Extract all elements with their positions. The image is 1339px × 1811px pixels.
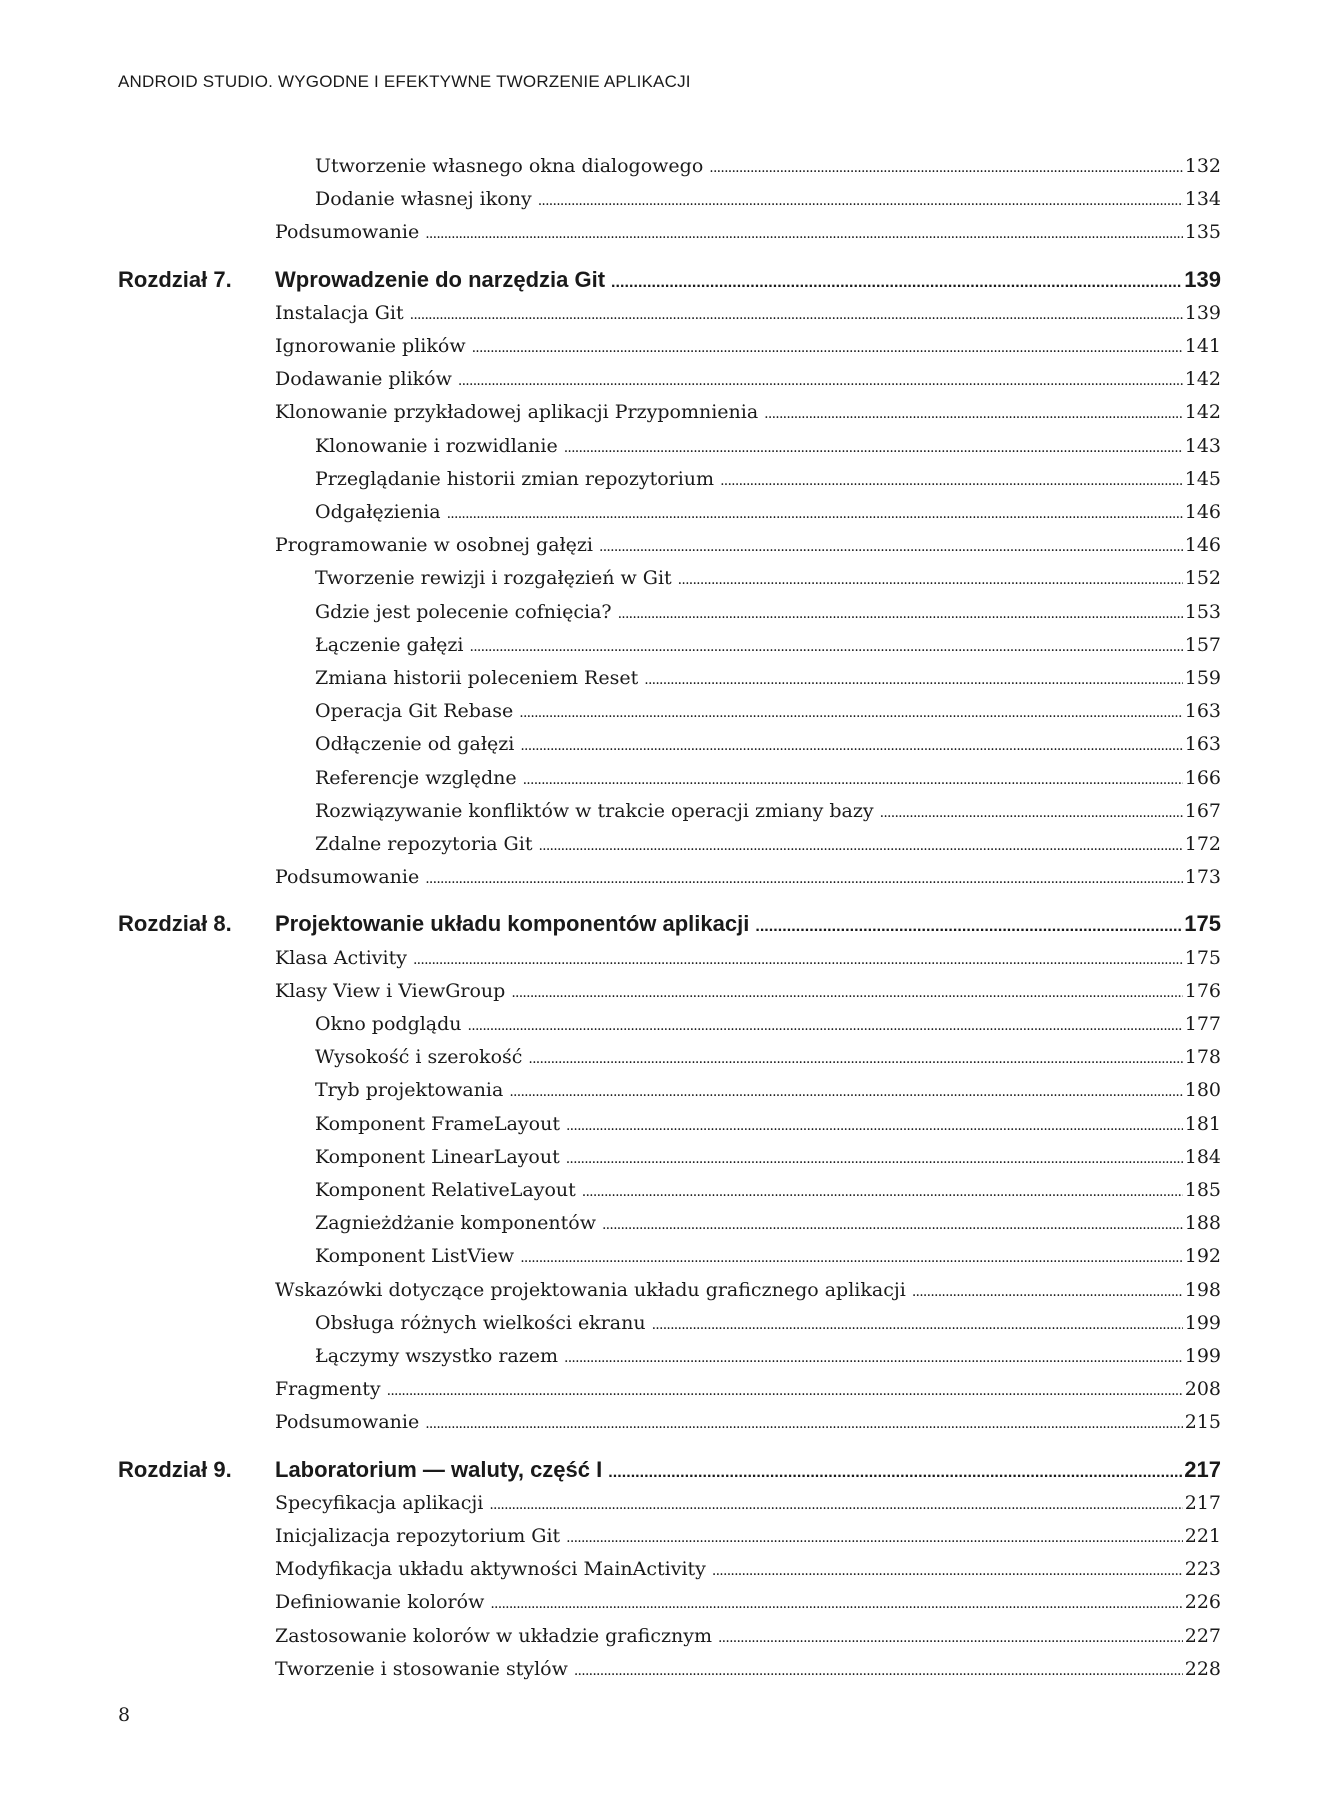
entry-title: Obsługa różnych wielkości ekranu (315, 1311, 646, 1334)
dot-leader (523, 763, 1183, 793)
chapter-label: Rozdział 8. (118, 911, 232, 937)
toc-subsection-entry (315, 630, 1221, 660)
toc-subsection-entry (315, 1009, 1221, 1039)
entry-title: Zdalne repozytoria Git (315, 833, 533, 855)
dot-leader (489, 1488, 1182, 1518)
page-reference: 167 (1184, 799, 1221, 822)
page-reference: 142 (1184, 401, 1221, 424)
entry-title: Definiowanie kolorów (275, 1591, 485, 1614)
dot-leader (470, 630, 1183, 660)
entry-title: Łączymy wszystko razem (315, 1345, 559, 1367)
page-reference: 135 (1184, 221, 1221, 244)
page-reference: 188 (1184, 1212, 1221, 1235)
entry-title: Podsumowanie (275, 221, 420, 244)
toc-subsection-entry (315, 597, 1221, 627)
entry-title: Podsumowanie (275, 1411, 420, 1434)
dot-leader (566, 1109, 1183, 1139)
entry-title: Przeglądanie historii zmian repozytorium (315, 467, 715, 490)
page-reference: 152 (1184, 567, 1221, 590)
toc-section-entry (275, 1407, 1221, 1437)
running-header: ANDROID STUDIO. WYGODNE I EFEKTYWNE TWORZENIE APLIKACJI (118, 72, 691, 91)
entry-title: Tryb projektowania (315, 1079, 504, 1102)
entry-title: Referencje względne (315, 766, 517, 789)
page-reference: 134 (1184, 188, 1221, 211)
dot-leader (720, 464, 1183, 494)
toc-subsection-entry (315, 663, 1221, 693)
toc-chapter-heading (118, 1453, 1221, 1487)
dot-leader (519, 696, 1182, 726)
entry-title: Fragmenty (275, 1378, 381, 1401)
entry-title: Modyfikacja układu aktywności MainActivity (275, 1558, 706, 1581)
page-reference: 163 (1184, 733, 1221, 756)
toc-subsection-entry (315, 1208, 1221, 1238)
toc-subsection-entry (315, 1175, 1221, 1205)
chapter-label: Rozdział 9. (118, 1456, 232, 1482)
toc-subsection-entry (315, 563, 1221, 593)
dot-leader (538, 184, 1183, 214)
page-reference: 180 (1184, 1079, 1221, 1102)
page-reference: 163 (1184, 700, 1221, 723)
toc-section-entry (275, 1554, 1221, 1584)
toc-chapter-heading (118, 263, 1221, 297)
page-reference: 178 (1184, 1046, 1221, 1069)
dot-leader (582, 1175, 1183, 1205)
page-reference: 199 (1184, 1345, 1221, 1367)
dot-leader (618, 597, 1183, 627)
entry-title: Gdzie jest polecenie cofnięcia? (315, 600, 612, 623)
page-reference: 184 (1184, 1145, 1221, 1168)
toc-section-entry (275, 397, 1221, 427)
dot-leader (574, 1654, 1183, 1684)
toc-subsection-entry (315, 1142, 1221, 1172)
toc-subsection-entry (315, 763, 1221, 793)
dot-leader (472, 331, 1183, 361)
entry-title: Operacja Git Rebase (315, 700, 514, 723)
entry-title: Programowanie w osobnej gałęzi (275, 534, 594, 557)
page-reference: 139 (1184, 266, 1221, 292)
dot-leader (608, 1453, 1182, 1487)
dot-leader (566, 1142, 1183, 1172)
entry-title: Komponent RelativeLayout (315, 1179, 576, 1201)
dot-leader (520, 729, 1182, 759)
toc-subsection-entry (315, 1341, 1221, 1371)
page-reference: 146 (1184, 501, 1221, 523)
toc-section-entry (275, 1275, 1221, 1305)
toc-subsection-entry (315, 796, 1221, 826)
page-reference: 145 (1184, 467, 1221, 490)
entry-title: Wysokość i szerokość (315, 1046, 523, 1069)
dot-leader (413, 943, 1183, 973)
page-reference: 227 (1184, 1624, 1221, 1647)
dot-leader (458, 364, 1183, 394)
dot-leader (764, 397, 1183, 427)
toc-subsection-entry (315, 1241, 1221, 1271)
toc-section-entry (275, 1521, 1221, 1551)
page-reference: 139 (1184, 301, 1221, 324)
toc-section-entry (275, 217, 1221, 247)
toc-subsection-entry (315, 1109, 1221, 1139)
page-reference: 208 (1184, 1378, 1221, 1401)
entry-title: Łączenie gałęzi (315, 633, 464, 656)
entry-title: Dodawanie plików (275, 368, 452, 391)
dot-leader (602, 1208, 1183, 1238)
toc-section-entry (275, 1587, 1221, 1617)
page-reference: 157 (1184, 633, 1221, 656)
dot-leader (387, 1374, 1183, 1404)
entry-title: Klasy View i ViewGroup (275, 979, 506, 1002)
dot-leader (912, 1275, 1183, 1305)
entry-title: Odłączenie od gałęzi (315, 733, 515, 756)
dot-leader (755, 907, 1182, 941)
entry-title: Podsumowanie (275, 866, 420, 889)
dot-leader (538, 829, 1182, 859)
dot-leader (678, 563, 1183, 593)
entry-title: Klonowanie przykładowej aplikacji Przypomnienia (275, 401, 759, 424)
toc-section-entry (275, 1654, 1221, 1684)
page-reference: 175 (1184, 911, 1221, 937)
dot-leader (509, 1075, 1182, 1105)
entry-title: Okno podglądu (315, 1013, 462, 1035)
toc-section-entry (275, 976, 1221, 1006)
page-reference: 166 (1184, 766, 1221, 789)
entry-title: Zmiana historii poleceniem Reset (315, 667, 639, 689)
dot-leader (709, 151, 1182, 181)
entry-title: Tworzenie rewizji i rozgałęzień w Git (315, 567, 672, 590)
page-reference: 159 (1184, 667, 1221, 689)
entry-title: Odgałęzienia (315, 501, 441, 523)
dot-leader (425, 217, 1183, 247)
page-reference: 228 (1184, 1657, 1221, 1680)
entry-title: Tworzenie i stosowanie stylów (275, 1657, 568, 1680)
entry-title: Dodanie własnej ikony (315, 188, 532, 211)
toc-subsection-entry (315, 151, 1221, 181)
page-reference: 132 (1184, 155, 1221, 177)
entry-title: Utworzenie własnego okna dialogowego (315, 155, 704, 177)
dot-leader (425, 1407, 1183, 1437)
toc-subsection-entry (315, 184, 1221, 214)
page-reference: 181 (1184, 1112, 1221, 1135)
entry-title: Zagnieżdżanie komponentów (315, 1212, 596, 1235)
toc-subsection-entry (315, 1042, 1221, 1072)
page-reference: 199 (1184, 1311, 1221, 1334)
toc-chapter-heading (118, 907, 1221, 941)
toc-section-entry (275, 364, 1221, 394)
dot-leader (528, 1042, 1182, 1072)
entry-title: Laboratorium — waluty, część I (275, 1456, 603, 1482)
toc-subsection-entry (315, 497, 1221, 527)
page-reference: 217 (1184, 1491, 1221, 1514)
page-reference: 221 (1184, 1525, 1221, 1547)
page-reference: 142 (1184, 368, 1221, 391)
entry-title: Specyfikacja aplikacji (275, 1491, 484, 1514)
dot-leader (718, 1621, 1183, 1651)
page-reference: 217 (1184, 1456, 1221, 1482)
page-reference: 223 (1184, 1558, 1221, 1581)
toc-subsection-entry (315, 1308, 1221, 1338)
page-reference: 173 (1184, 866, 1221, 889)
dot-leader (447, 497, 1183, 527)
toc-section-entry (275, 943, 1221, 973)
page-reference: 192 (1184, 1245, 1221, 1268)
entry-title: Klasa Activity (275, 946, 407, 969)
dot-leader (566, 1521, 1183, 1551)
page-reference: 226 (1184, 1591, 1221, 1614)
dot-leader (425, 862, 1183, 892)
page-reference: 141 (1184, 335, 1221, 357)
entry-title: Ignorowanie plików (275, 335, 466, 357)
page-reference: 198 (1184, 1278, 1221, 1301)
entry-title: Rozwiązywanie konfliktów w trakcie operacji zmiany bazy (315, 799, 874, 822)
toc-subsection-entry (315, 431, 1221, 461)
page-reference: 177 (1184, 1013, 1221, 1035)
dot-leader (520, 1241, 1183, 1271)
dot-leader (410, 298, 1183, 328)
entry-title: Klonowanie i rozwidlanie (315, 434, 558, 457)
entry-title: Zastosowanie kolorów w układzie graficznym (275, 1624, 712, 1647)
page-reference: 176 (1184, 979, 1221, 1002)
toc-subsection-entry (315, 1075, 1221, 1105)
dot-leader (564, 431, 1183, 461)
page-reference: 172 (1184, 833, 1221, 855)
page-reference: 146 (1184, 534, 1221, 557)
toc-subsection-entry (315, 464, 1221, 494)
entry-title: Komponent FrameLayout (315, 1112, 560, 1135)
page-reference: 175 (1184, 946, 1221, 969)
page-reference: 215 (1184, 1411, 1221, 1434)
chapter-label: Rozdział 7. (118, 266, 232, 292)
dot-leader (468, 1009, 1183, 1039)
dot-leader (644, 663, 1182, 693)
dot-leader (490, 1587, 1182, 1617)
toc-section-entry (275, 298, 1221, 328)
toc-subsection-entry (315, 729, 1221, 759)
page-reference: 143 (1184, 434, 1221, 457)
entry-title: Wprowadzenie do narzędzia Git (275, 266, 606, 292)
toc-subsection-entry (315, 696, 1221, 726)
toc-section-entry (275, 1621, 1221, 1651)
toc-section-entry (275, 1374, 1221, 1404)
dot-leader (611, 263, 1182, 297)
entry-title: Projektowanie układu komponentów aplikacji (275, 911, 750, 937)
dot-leader (712, 1554, 1183, 1584)
toc-subsection-entry (315, 829, 1221, 859)
entry-title: Instalacja Git (275, 301, 404, 324)
page-reference: 153 (1184, 600, 1221, 623)
toc-section-entry (275, 530, 1221, 560)
page-number: 8 (118, 1704, 131, 1726)
dot-leader (564, 1341, 1183, 1371)
entry-title: Komponent LinearLayout (315, 1145, 560, 1168)
toc-section-entry (275, 331, 1221, 361)
dot-leader (880, 796, 1183, 826)
toc-section-entry (275, 1488, 1221, 1518)
dot-leader (511, 976, 1182, 1006)
entry-title: Wskazówki dotyczące projektowania układu graficznego aplikacji (275, 1278, 906, 1301)
entry-title: Inicjalizacja repozytorium Git (275, 1525, 561, 1547)
dot-leader (652, 1308, 1183, 1338)
dot-leader (599, 530, 1183, 560)
toc-section-entry (275, 862, 1221, 892)
page-reference: 185 (1184, 1179, 1221, 1201)
entry-title: Komponent ListView (315, 1245, 515, 1268)
